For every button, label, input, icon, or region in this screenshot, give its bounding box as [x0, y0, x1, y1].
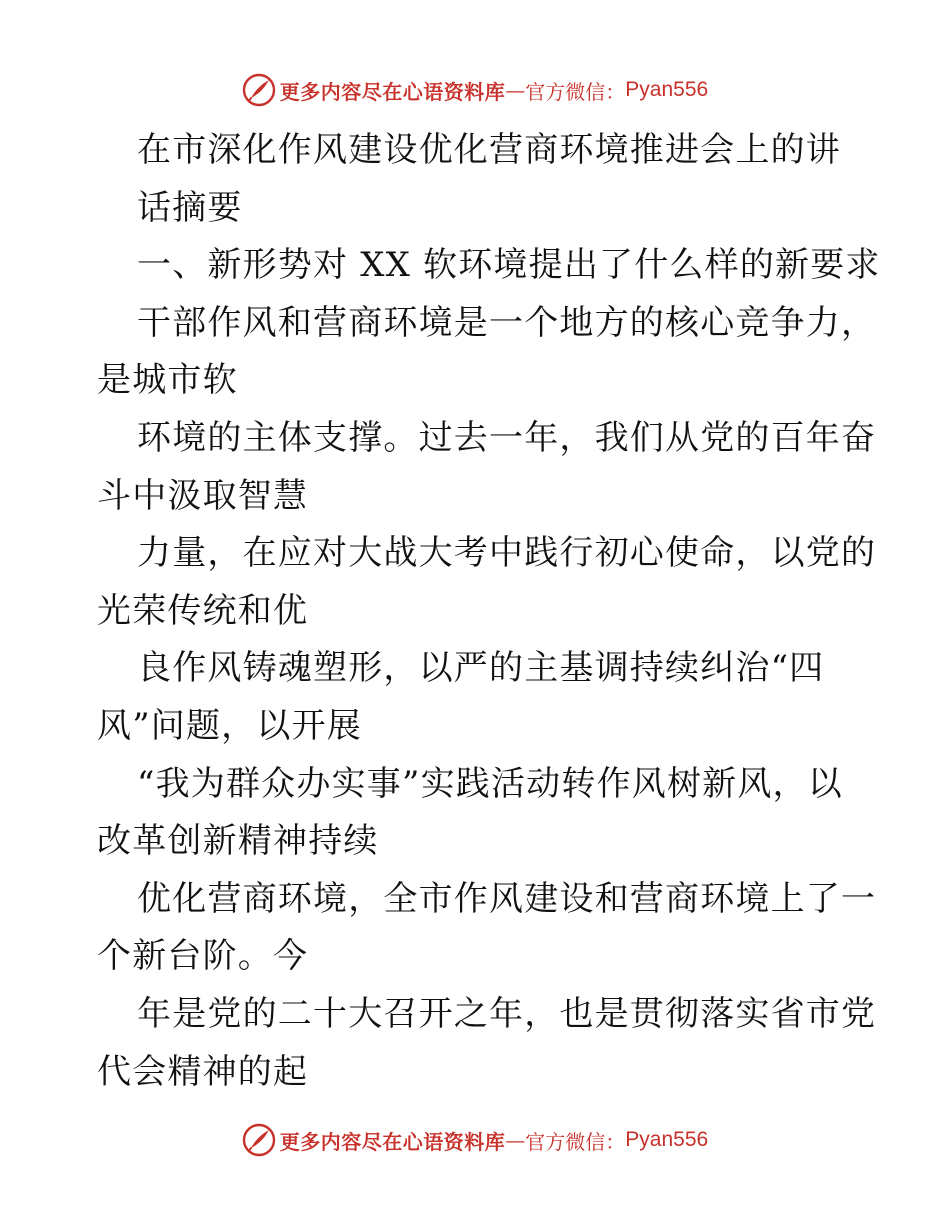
watermark-wechat-label: 官方微信：	[525, 79, 626, 104]
document-title-line-1: 在市深化作风建设优化营商环境推进会上的讲	[137, 130, 841, 170]
section-heading: 一、新形势对 XX 软环境提出了什么样的新要求	[137, 245, 881, 286]
quill-logo-icon	[242, 73, 276, 107]
paragraph-line: 斗中汲取智慧	[97, 475, 309, 516]
watermark-separator: —	[505, 78, 526, 102]
watermark-separator: —	[505, 1128, 526, 1152]
watermark-wechat-id: Pyan556	[625, 78, 709, 101]
watermark-footer	[0, 1120, 950, 1160]
paragraph-line: 个新台阶。今	[97, 936, 309, 977]
document-body	[97, 122, 881, 1101]
watermark-header	[0, 70, 950, 110]
paragraph-line: 优化营商环境，全市作风建设和营商环境上了一	[137, 878, 877, 919]
paragraph-line: 风”问题，以开展	[97, 705, 362, 746]
paragraph-line: 干部作风和营商环境是一个地方的核心竞争力，	[137, 302, 877, 343]
paragraph-line: 年是党的二十大召开之年，也是贯彻落实省市党	[137, 993, 877, 1034]
quill-logo-icon	[242, 1123, 276, 1157]
paragraph-line: 良作风铸魂塑形，以严的主基调持续纠治“四	[137, 648, 825, 689]
watermark-wechat-label: 官方微信：	[525, 1129, 626, 1154]
paragraph-line: 是城市软	[97, 360, 238, 401]
paragraph-line: 代会精神的起	[97, 1051, 309, 1092]
paragraph-line: 改革创新精神持续	[97, 821, 379, 862]
paragraph-line: 环境的主体支撑。过去一年，我们从党的百年奋	[137, 417, 877, 458]
paragraph-line: 光荣传统和优	[97, 590, 309, 631]
watermark-wechat-id: Pyan556	[625, 1128, 709, 1151]
paragraph-line: 力量，在应对大战大考中践行初心使命，以党的	[137, 533, 877, 574]
document-title-line-2: 话摘要	[137, 187, 243, 228]
watermark-text: 更多内容尽在心语资料库	[279, 79, 506, 104]
watermark-text: 更多内容尽在心语资料库	[279, 1129, 506, 1154]
paragraph-line: “我为群众办实事”实践活动转作风树新风，以	[137, 763, 843, 804]
